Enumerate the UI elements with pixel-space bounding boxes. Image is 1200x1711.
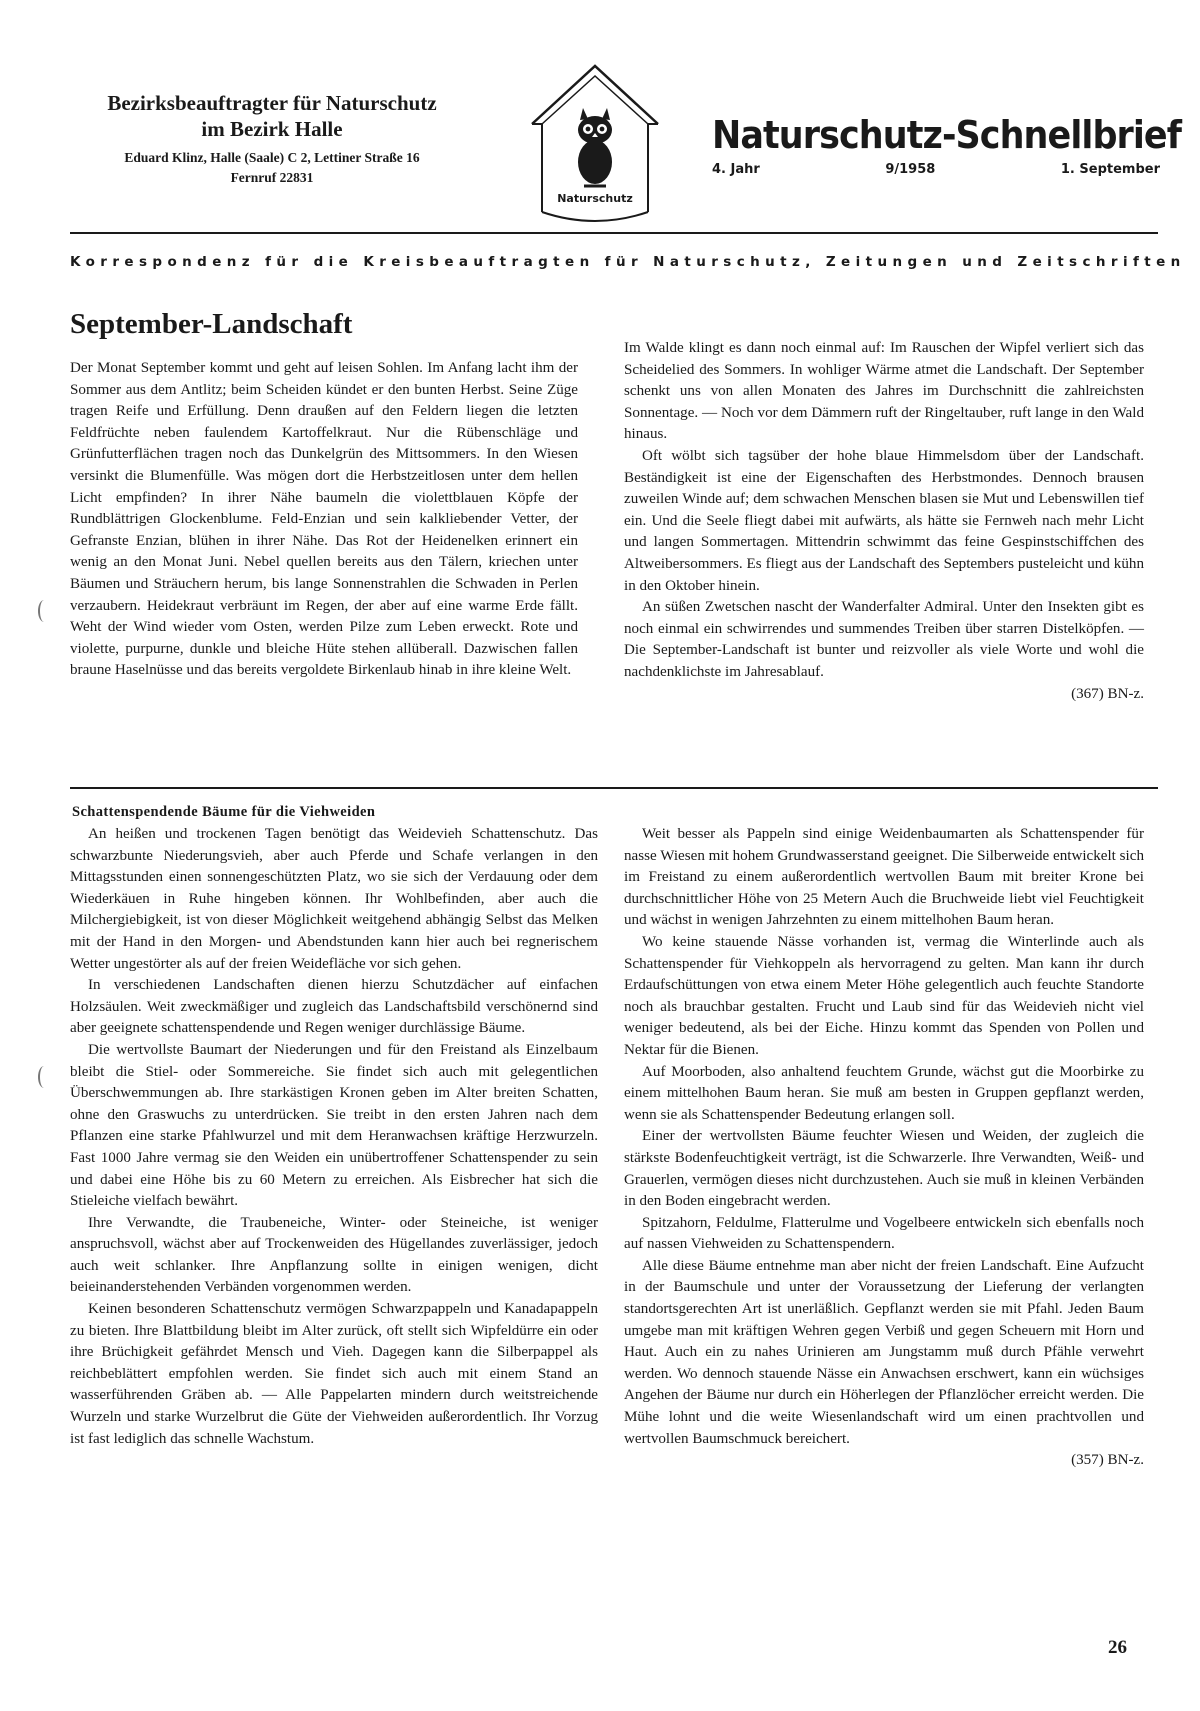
masthead [712, 112, 1182, 177]
logo-text: Naturschutz [557, 192, 633, 205]
issuer-phone: Fernruf 22831 [230, 170, 314, 185]
paragraph: An süßen Zwetschen nascht der Wanderfalter Admiral. Unter den Insekten gibt es noch einmal ein schwirrendes und summendes Treiben über starren Distelköpfen. — Die September-Landschaft ist bunter und reizvoller als viele Worte und wohl die nachdenklichste im Jahresablauf. [624, 599, 1144, 680]
paragraph: Alle diese Bäume entnehme man aber nicht der freien Landschaft. Eine Aufzucht in der Baumschule und unter der Voraussetzung der Lieferung der verlangten standortsgerechten Art ist unerläßlich. Gepflanzt werden sie mit Pfahl. Jeden Baum umgebe man mit kräftigen Wehren gegen Verbiß und gegen Scheuern mit Horn und Haut. Auch ein zu nahes Urinieren am Jungstamm muß durch Pfähle verwehrt werden. Wo dennoch stauende Nässe ein Anwachsen erschwert, kann ein wüchsiges Angehen der Bäume nur durch ein Höherlegen der Pflanzlöcher erreicht werden. Die Mühe lohnt und die weite Wiesenlandschaft wird um einen prachtvollen und wertvollen Baumschmuck bereichert. [624, 1257, 1144, 1447]
issuer-district: im Bezirk Halle [201, 117, 343, 141]
paragraph: Der Monat September kommt und geht auf leisen Sohlen. Im Anfang lacht ihm der Sommer aus dem Antlitz; beim Scheiden kündet er den bunten Herbst. Seine Züge tragen Reife und Erfüllung. Denn draußen auf den Feldern liegen die letzten Feldfrüchte neben faulendem Kartoffelkraut. Nur die Rübenschläge und Grünfutterflächen tragen noch das Dunkelgrün des Mittsommers. In den Wiesen versinkt die Blumenfülle. Was mögen dort die Herbstzeitlosen unter dem hellen Licht empfinden? In ihrer Nähe baumeln die violettblauen Köpfe der Rundblättrigen Glockenblume. Feld-Enzian und sein kalkliebender Vetter, der Gefranste Enzian, blühen in ihrer Nähe. Das Rot der Heidenelken erinnert ein wenig an den Monat Juni. Nebel quellen bereits aus den Tälern, kriechen unter Bäumen und Sträuchern herum, bis lange Sonnenstrahlen die Schwaden in Perlen verzaubern. Heidekraut verbräunt im Regen, der aber auf eine warme Erde fällt. Weht der Wind wieder vom Osten, werden Pilze zum Leben erweckt. Rote und violette, purpurne, dunkle und bleiche Hüte stehen allüberall. Dazwischen fallen braune Haselnüsse und das bereits vergoldete Birkenlaub hinab in ihre kleine Welt. [70, 360, 578, 679]
article-title: September-Landschaft [70, 308, 353, 340]
page-number: 26 [1108, 1637, 1127, 1658]
paragraph: Spitzahorn, Feldulme, Flatterulme und Vogelbeere entwickeln sich ebenfalls noch auf nassen Viehweiden zu Schattenspendern. [624, 1214, 1144, 1253]
issuer-title: Bezirksbeauftragter für Naturschutz [107, 91, 437, 115]
article1-column-left [70, 358, 578, 682]
issuer-address: Eduard Klinz, Halle (Saale) C 2, Lettiner Straße 16 [124, 150, 420, 165]
owl-logo [528, 62, 662, 227]
paragraph: In verschiedenen Landschaften dienen hierzu Schutzdächer auf einfachen Holzsäulen. Weit zweckmäßiger und zugleich das Landschaftsbild verschönernd sind aber geeignete schattenspendende und Regen weniger durchlässige Bäume. [70, 977, 598, 1037]
paragraph: Im Walde klingt es dann noch einmal auf: Im Rauschen der Wipfel verliert sich das Scheidelied des Sommers. In wohliger Wärme atmet die Landschaft. Der September schenkt uns von allen Monaten des Jahres im Durchschnitt die zahlreichsten Sonnentage. — Noch vor dem Dämmern ruft der Ringeltauber, ruft lange in den Wald hinaus. [624, 340, 1144, 443]
section-divider [70, 787, 1158, 789]
issue-date: 1. September [1060, 162, 1160, 177]
article-signature: (367) BN-z. [1071, 685, 1144, 702]
correspondence-line: Korrespondenz für die Kreisbeauftragten für Naturschutz, Zeitungen und Zeitschriften [70, 254, 1186, 270]
punch-hole-mark [38, 1066, 50, 1088]
article-subtitle: Schattenspendende Bäume für die Viehweiden [72, 804, 376, 820]
paragraph: Einer der wertvollsten Bäume feuchter Wiesen und Weiden, der zugleich die stärkste Bodenfeuchtigkeit verträgt, ist die Schwarzerle. Ihre Verwandten, Weiß- und Grauerlen, vermögen dieses nicht durchzustehen. Auch sie muß in kleinen Verbänden in den Boden eingebracht werden. [624, 1128, 1144, 1210]
punch-hole-mark [38, 600, 50, 622]
paragraph: An heißen und trockenen Tagen benötigt das Weidevieh Schattenschutz. Das schwarzbunte Niederungsvieh, aber auch Pferde und Schafe verlangen in den Mittagsstunden einen sonnengeschützten Platz, wo sie sich der Verdauung oder dem Wiederkäuen in Ruhe hingeben können. Ihr Wohlbefinden, aber auch die Milchergiebigkeit, ist von dieser Möglichkeit weitgehend abhängig Selbst das Melken mit der Hand in den Morgen- und Abendstunden kann hier auch bei regnerischem Wetter ungestörter als auf der freien Weidefläche vor sich gehen. [70, 826, 598, 972]
article-signature: (357) BN-z. [1071, 1452, 1144, 1469]
paragraph: Auf Moorboden, also anhaltend feuchtem Grunde, wächst gut die Moorbirke zu einem mittelhohen Baum heran. Sie muß am besten in Gruppen gepflanzt werden, wenn sie als Schattenspender Bedeutung erlangen soll. [624, 1063, 1144, 1123]
paragraph: Weit besser als Pappeln sind einige Weidenbaumarten als Schattenspender für nasse Wiesen mit hohem Grundwasserstand geeignet. Die Silberweide entwickelt sich im Freistand zu einem außerordentlich wertvollen Baum mit breiter Krone bei durchschnittlicher Höhe von 25 Metern Auch die Bruchweide liebt viel Feuchtigkeit und wächst in wenigen Jahrzehnten zu einem mittelhohen Baum heran. [624, 826, 1144, 929]
issuer-block [62, 90, 482, 188]
paragraph: Die wertvollste Baumart der Niederungen und für den Freistand als Einzelbaum bleibt die Stiel- oder Sommereiche. Sie findet sich auch mit gelegentlichen Überschwemmungen ab. Ihre starkästigen Kronen geben im Alter breiten Schatten, ohne den Graswuchs zu unterdrücken. Sie treibt in den ersten Jahren nach dem Pflanzen eine starke Pfahlwurzel und mit dem Heranwachsen kräftige Herzwurzeln. Fast 1000 Jahre vermag sie den Weiden ein unübertroffener Schattenspender zu sein und dabei eine Höhe bis zu 60 Metern zu erreichen. Als Eisbrecher hat sich die Stieleiche vielfach bewährt. [70, 1041, 598, 1210]
issue-year: 4. Jahr [712, 162, 760, 177]
paragraph: Oft wölbt sich tagsüber der hohe blaue Himmelsdom über der Landschaft. Beständigkeit ist eine der Eigenschaften des Herbstmondes. Dennoch brausen zuweilen Winde auf; dem schwachen Menschen blasen sie Mut und Lebenswillen tief ein. Und die Seele fliegt dabei mit aufwärts, als hätte sie Fernweh nach mehr Licht und langen Sommertagen. Mittendrin schwimmt das feine Gespinstschiffchen des Altweibersommers. Es fliegt aus der Landschaft des Septembers pusteleicht und kühn in den Oktober hinein. [624, 447, 1144, 594]
publication-title: Naturschutz-Schnellbrief [712, 113, 1182, 157]
paragraph: Ihre Verwandte, die Traubeneiche, Winter- oder Steineiche, ist weniger anspruchsvoll, wächst aber auf Trockenweiden des Hügellandes zuverlässiger, jedoch auch weit schlanker. Ihre Anpflanzung sollte in einigen wenigen, dicht beieinanderstehenden Verbänden vorgenommen werden. [70, 1214, 598, 1296]
paragraph: Wo keine stauende Nässe vorhanden ist, vermag die Winterlinde auch als Schattenspender für Viehkoppeln als hervorragend zu gelten. Man kann ihr durch Erdaufschüttungen von etwa einem Meter Höhe gelegentlich auch feuchte Standorte noch als brauchbar gestalten. Frucht und Laub sind für das Weidevieh nicht viel weniger bedeutend, als bei der Eiche. Hinzu kommt das Spenden von Pollen und Nektar für die Bienen. [624, 933, 1144, 1058]
paragraph: Keinen besonderen Schattenschutz vermögen Schwarzpappeln und Kanadapappeln zu bieten. Ihre Blattbildung bleibt im Alter zurück, oft stellt sich Wipfeldürre ein oder ihre Brüchigkeit gefährdet Mensch und Vieh. Dagegen kann die Silberpappel als reichbeblättert empfohlen werden. Sie findet sich auch mit einem Stand an wasserführenden Gräben ab. — Alle Pappelarten mindern durch weitstreichende Wurzeln und starke Wurzelbrut die Güte der Viehweiden außerordentlich. Ihr Vorzug ist fast lediglich das schnelle Wachstum. [70, 1301, 598, 1447]
article1-column-right [624, 338, 1144, 705]
owl-icon [578, 108, 612, 186]
issue-meta [712, 162, 1160, 177]
article2-column-right [624, 824, 1144, 1472]
article2-column-left [70, 824, 598, 1450]
issue-number: 9/1958 [885, 162, 936, 177]
header-divider [70, 232, 1158, 234]
